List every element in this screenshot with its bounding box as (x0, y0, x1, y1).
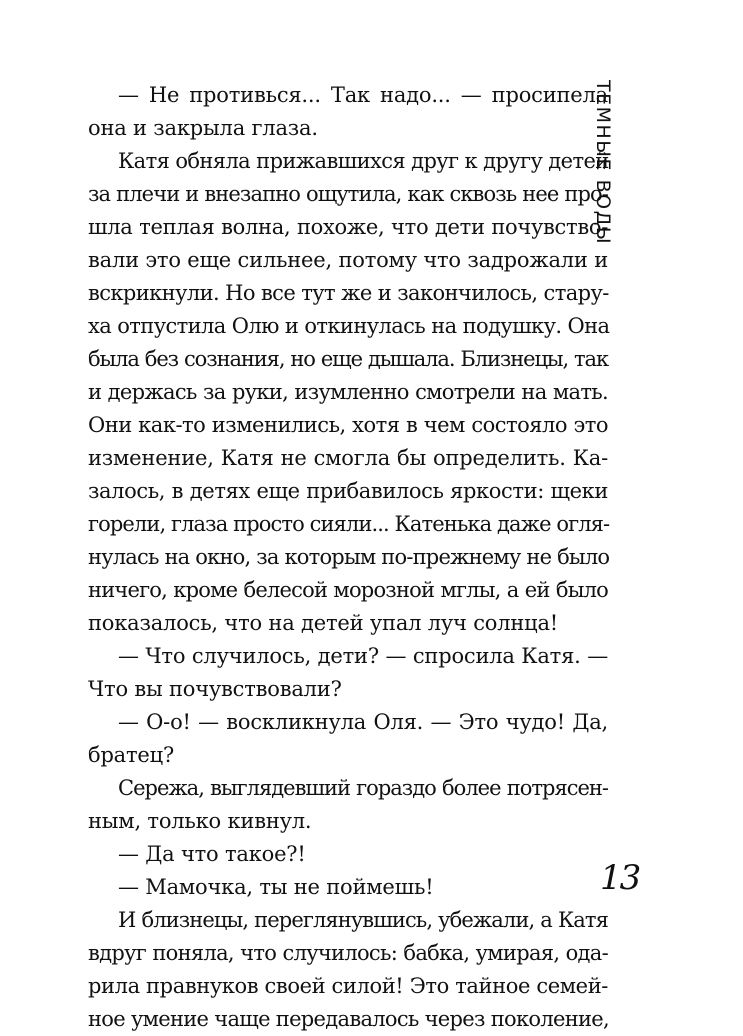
text-line: изменение, Катя не смогла бы определить. Ка- (88, 446, 608, 470)
text-line: — Мамочка, ты не поймешь! (118, 875, 434, 899)
page-number: 13 (600, 858, 640, 898)
text-line: залось, в детях еще прибавилось яркости: щеки (88, 479, 608, 503)
text-line: братец? (88, 743, 175, 767)
text-line: горели, глаза просто сияли... Катенька даже огля- (88, 512, 610, 536)
text-line: вскрикнули. Но все тут же и закончилось, стару- (88, 281, 609, 305)
text-line: показалось, что на детей упал луч солнца! (88, 611, 559, 635)
text-line: Катя обняла прижавшихся друг к другу детей (118, 149, 609, 173)
text-line: Сережа, выглядевший гораздо более потрясен- (118, 776, 608, 800)
text-line: шла теплая волна, похоже, что дети почувство- (88, 215, 608, 239)
text-line: ное умение чаще передавалось через поколение, (88, 1007, 610, 1031)
text-line: — Что случилось, дети? — спросила Катя. — (118, 644, 608, 668)
text-line: вдруг поняла, что случилось: бабка, умирая, ода- (88, 941, 608, 965)
body-text (88, 79, 608, 1036)
text-line: — Да что такое?! (118, 842, 306, 866)
text-line: Что вы почувствовали? (88, 677, 342, 701)
text-line: И близнецы, переглянувшись, убежали, а Катя (118, 908, 608, 932)
running-head: ТЕМНЫЕ ВОДЫ (592, 80, 614, 246)
text-line: за плечи и внезапно ощутила, как сквозь нее про- (88, 182, 608, 206)
text-line: ным, только кивнул. (88, 809, 312, 833)
text-line: и держась за руки, изумленно смотрели на мать. (88, 380, 608, 404)
text-line: была без сознания, но еще дышала. Близнецы, так (88, 347, 608, 371)
text-line: вали это еще сильнее, потому что задрожали и (88, 248, 608, 272)
text-line: — Не противься... Так надо... — просипела (118, 83, 608, 107)
text-line: нулась на окно, за которым по-прежнему не было (88, 545, 610, 569)
text-line: она и закрыла глаза. (88, 116, 318, 140)
text-line: — О-о! — воскликнула Оля. — Это чудо! Да, (118, 710, 608, 734)
text-line: ха отпустила Олю и откинулась на подушку. Она (88, 314, 610, 338)
text-line: ничего, кроме белесой морозной мглы, а ей было (88, 578, 608, 602)
text-line: рила правнуков своей силой! Это тайное семей- (88, 974, 608, 998)
text-line: Они как-то изменились, хотя в чем состояло это (88, 413, 608, 437)
